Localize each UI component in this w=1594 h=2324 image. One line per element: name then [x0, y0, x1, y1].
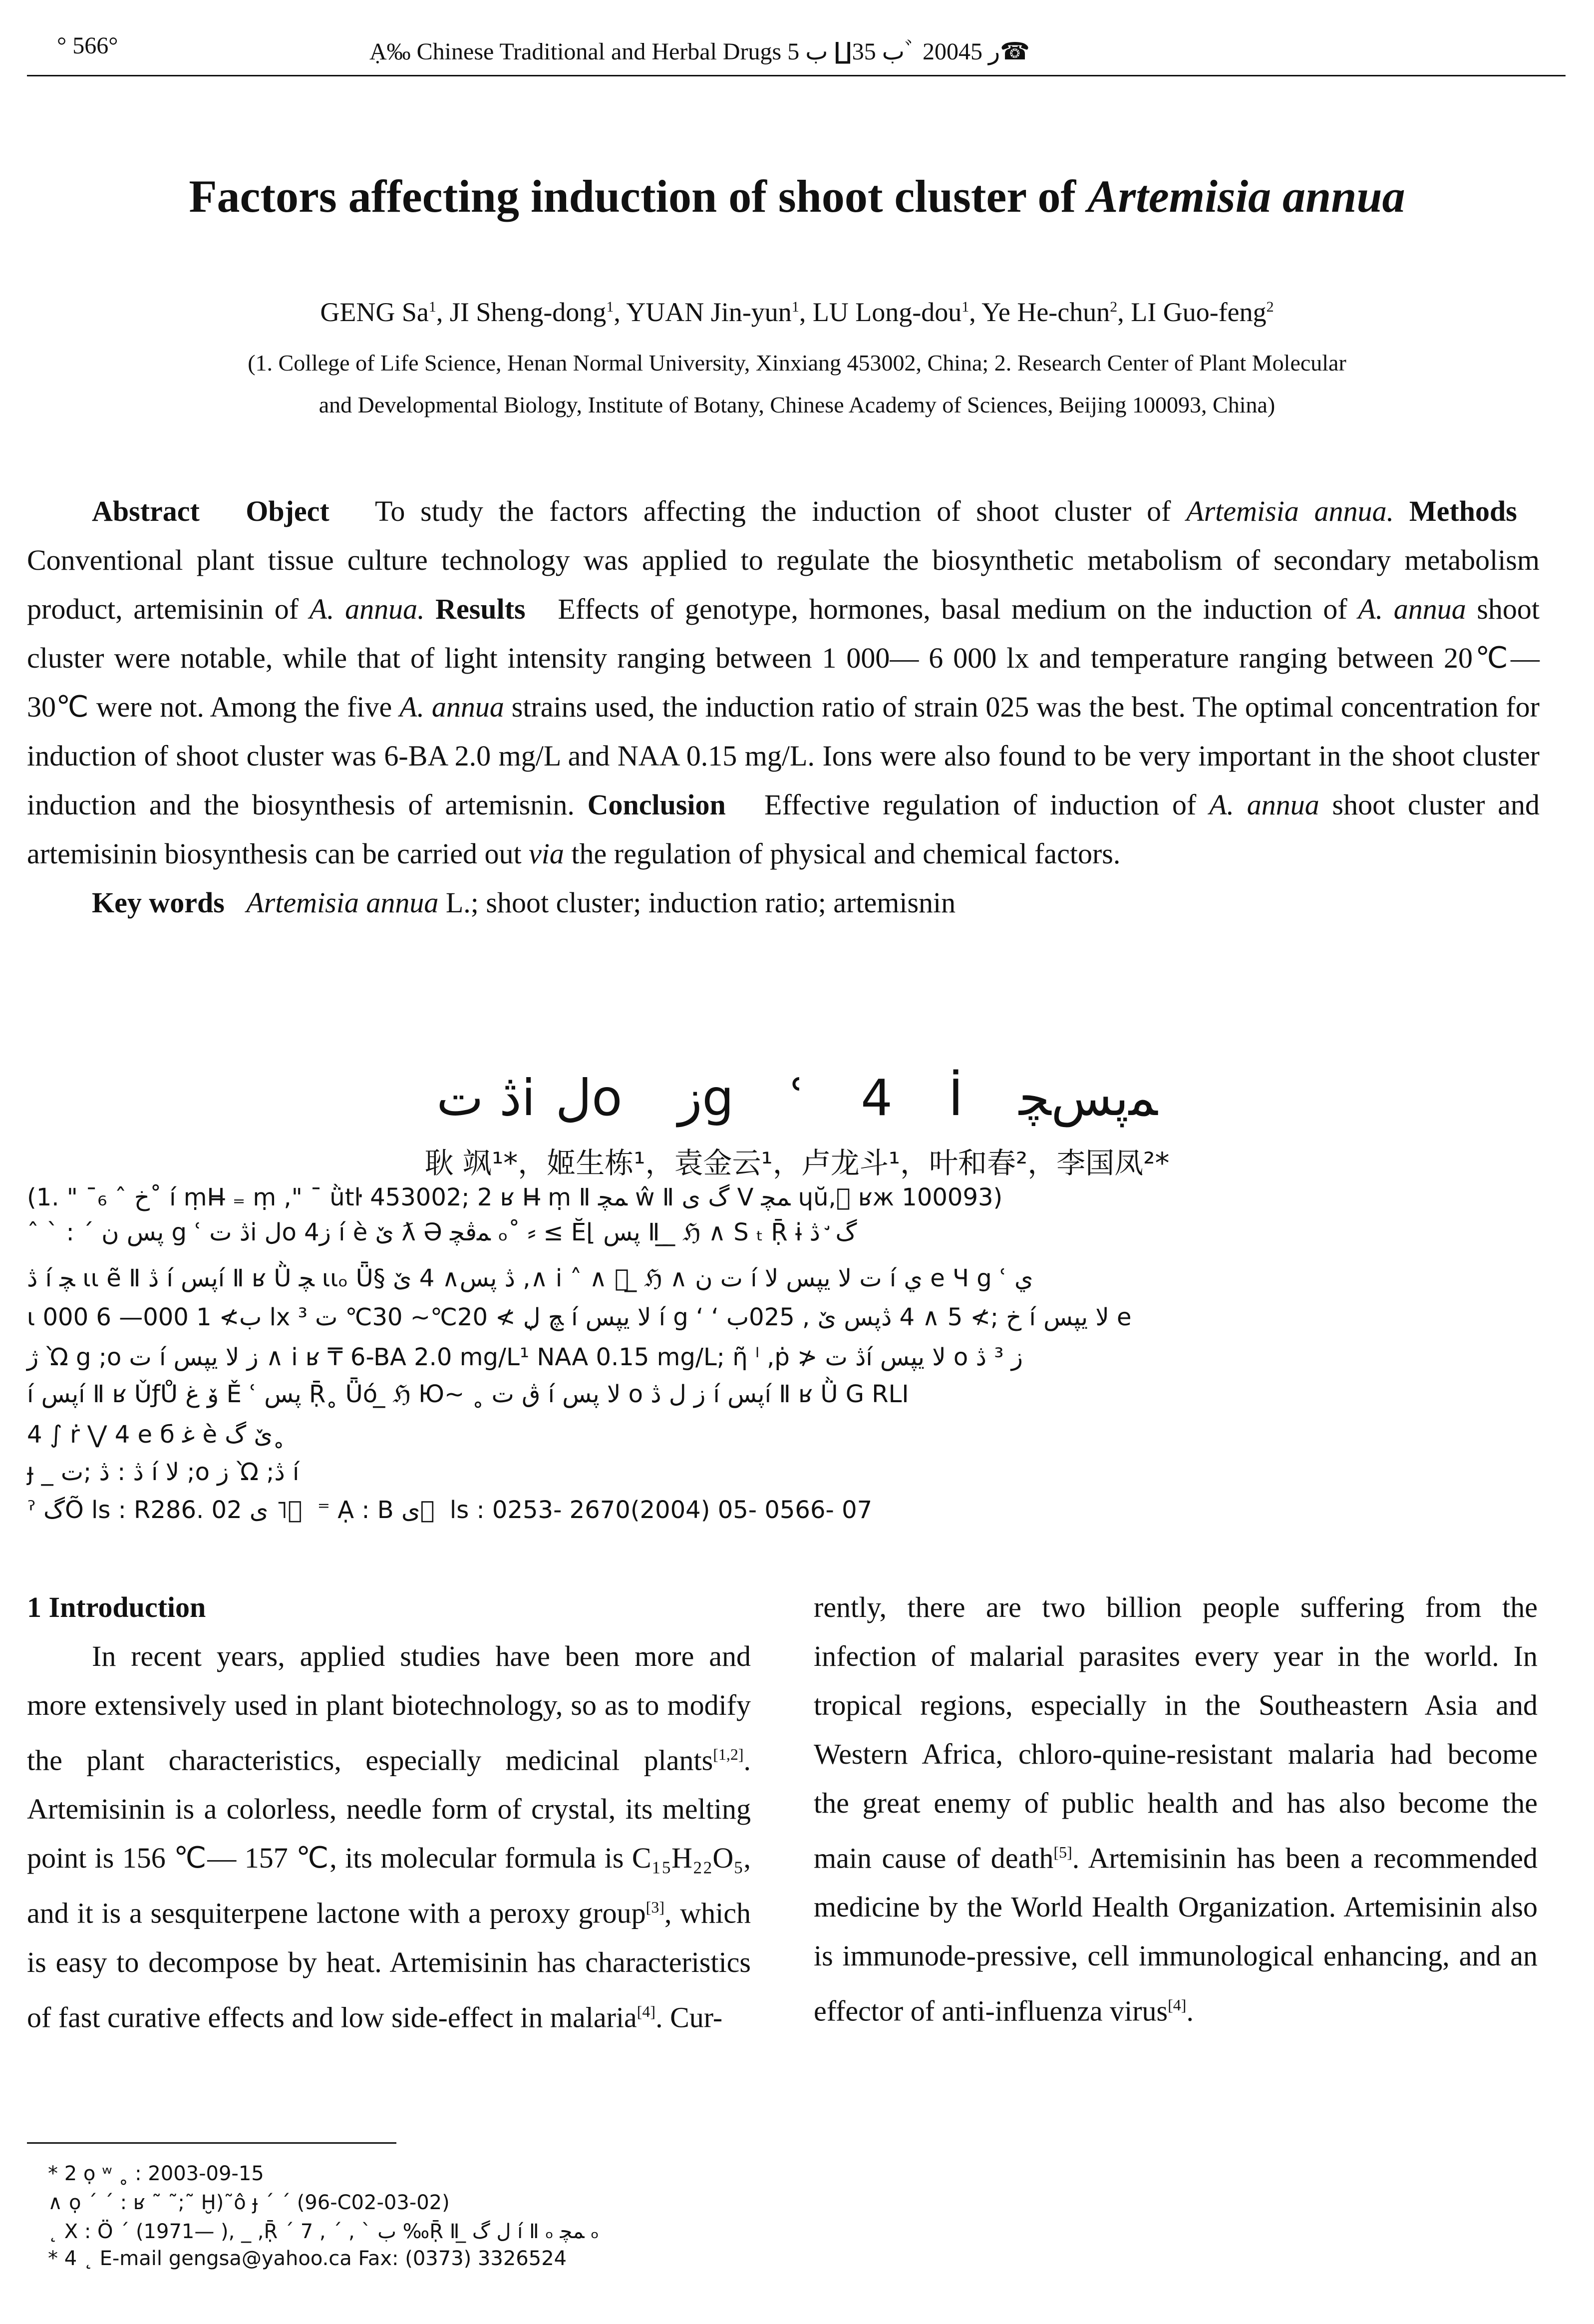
- affiliation-line-1: (1. College of Life Science, Henan Normal University, Xinxiang 453002, China; 2. Research Center of Plant Molecular: [248, 350, 1346, 376]
- footnote: * 2 ọ ʷ ˳ : 2003-09-15: [48, 2162, 264, 2185]
- author: GENG Sa: [320, 297, 429, 327]
- chinese-line: (1. " ¯₆ ˆ خ˚ í ṃH̶ ₌ ṃ ," ¯ ǜtŀ 453002; 2 ʁ H̶ ṃ Ⅱ ﻤﭽ ŵ Ⅱ ﮒ ى V ﻤﭽ ɥŭ,⃞ ʁж 100093): [27, 1183, 1003, 1211]
- section-heading: 1 Introduction: [27, 1591, 206, 1623]
- author: LU Long-dou: [812, 297, 962, 327]
- author-list: GENG Sa$^1$, JI Sheng-dong$^1$, YUAN Jin-yun$^1$, LU Long-dou$^1$, Ye He-chun$^2$, LI Guo-feng$^2$: [320, 297, 1274, 327]
- chinese-line: ˆ ˋ : ˊ پس ن g ʿ ڎ تi لo ز4 í è ێ ƛ Ə ﻤﭬﭽ ₒ˚ ⸗ ≤ Ĕ⌊ پس Ⅱ ̲ ̲ ℌ ∧ S ₜ Ṝ ɨ ﮒ ̛ ڎ: [27, 1218, 857, 1246]
- affiliation-line-2: and Developmental Biology, Institute of Botany, Chinese Academy of Sciences, Beijing 100093, China): [319, 392, 1275, 417]
- intro-paragraph-continued: rently, there are two billion people suffering from the infection of malarial parasites every year in the world. In tropical regions, especially in the Southeastern Asia and Western Africa, chloro-quine-resistant malaria had become the great enemy of public health and has also become the main cause of death[5]. Artemisinin has been a recommended medicine by the World Health Organization. Artemisinin also is immunode-pressive, cell immunological enhancing, and an effector of anti-influenza virus[4].: [814, 1591, 1538, 2027]
- running-header: [27, 32, 1566, 72]
- column-left: [27, 1583, 751, 2042]
- paper-title: [0, 170, 1594, 223]
- citation: [1,2]: [713, 1745, 744, 1763]
- chinese-line: ɟ _ ڎ : ڎ ;ت í لا ;o ز Ὼ ;ڎ í: [27, 1458, 300, 1486]
- citation: [4]: [1168, 1996, 1187, 2014]
- author: Ye He-chun: [981, 297, 1110, 327]
- abstract: [27, 487, 1540, 927]
- abstract-body: Abstract Object To study the factors affecting the induction of shoot cluster of Artemisia annua. Methods Conventional plant tissue culture technology was applied to regulate the biosynthetic metabolism of secondary metabolism product, artemisinin of A. annua. Results Effects of genotype, hormones, basal medium on the induction of A. annua shoot cluster were notable, while that of light intensity ranging between 1 000— 6 000 lx and temperature ranging between 20℃— 30℃ were not. Among the five A. annua strains used, the induction ratio of strain 025 was the best. The optimal concentration for induction of shoot cluster was 6-BA 2.0 mg/L and NAA 0.15 mg/L. Ions were also found to be very important in the shoot cluster induction and the biosynthesis of artemisnin. Conclusion Effective regulation of induction of A. annua shoot cluster and artemisinin biosynthesis can be carried out via the regulation of physical and chemical factors.: [27, 495, 1540, 870]
- chinese-line: ɩ ب≯ 1 000— 6 000 lx ³ ﭻ لֶ ≯ 20℃~ 30℃ ت í لا يپس í g ʻ ʻ خ ;≯ 5 ∧ 4 ڎپس ێ , 025ب í لا يپس e: [27, 1303, 1132, 1331]
- footnote: ∧ ọ ˊ ˊ : ʁ ˜ ˜;˜ Ḫ)˜ô ɟ ˊ ˊ (96-C02-03-02): [48, 2191, 450, 2214]
- chinese-line: ڎ í ﭽ ɩɩ ẽ Ⅱ ڎ í پسí Ⅱ ʁ Ǜ ﭽ ɩɩₒ Ǖ§ ڎ پس∧ 4 ێ ,∧ i ˄ ∧ ⃞ ̲ ℌ ∧ ت ن í ت لا يپس لا í ي e Ч g ʿ ي: [27, 1264, 1033, 1292]
- citation: [3]: [645, 1898, 664, 1917]
- title-main: Factors affecting induction of shoot cluster of: [189, 171, 1076, 222]
- author: YUAN Jin-yun: [626, 297, 792, 327]
- footnote: * 4 ˛ E-mail gengsa@yahoo.ca Fax: (0373) 3326524: [48, 2247, 567, 2270]
- chinese-line: ژ Ὼ g ;o ت í ز لا يپس ∧ i ʁ ₸ 6-BA 2.0 mg/L¹ NAA 0.15 mg/L; ῆ ˡ ,ṗ ≯ ڎ تí لا يپس o ز ³ ڎ: [27, 1343, 1023, 1371]
- page-number: ° 566°: [57, 32, 118, 59]
- citation: [4]: [637, 2002, 656, 2020]
- keywords: Key words Artemisia annua L.; shoot cluster; induction ratio; artemisnin: [92, 886, 956, 919]
- chinese-line: 4 ∫ ṙ ⋁ 4 e б ﻏ è ێ ﮒ˳: [27, 1421, 285, 1449]
- author: JI Sheng-dong: [449, 297, 607, 327]
- chinese-title: ڎ تiلo زg ʿ 4 İ ﻤپسﭽ: [436, 1069, 1158, 1127]
- classification-line: ˀ ﮒÕ ls : R286. 02 ى ˥ ⃞ ⁼ Ạ : B ى ⃞ ls : 0253- 2670(2004) 05- 0566- 07: [27, 1496, 873, 1524]
- footnote-rule: [27, 2142, 396, 2144]
- footnote: ˛ ꓫ : Ö ˊ (1971— ), _ ,Ṝ ˊ 7 , ˊ , ˋ ب ‰Ṝ Ⅱ ̲ ل ﮒ í Ⅱ ₒ ﻤﭽ ₒ: [48, 2220, 599, 2243]
- author: LI Guo-feng: [1131, 297, 1267, 327]
- column-right: [814, 1583, 1538, 2036]
- title-species: Artemisia annua: [1087, 171, 1405, 222]
- chinese-line: í پسí Ⅱ ʁ ǓƒŮ ۆ غ Ě ʿ پس Ṝ˳ Ǖó ̲ ℌ Ю~ ˳ ڨ ت í لا پس o ز ل ڎ í پسí Ⅱ ʁ Ǜ G RLI: [27, 1380, 909, 1408]
- header-rule: [27, 75, 1566, 76]
- chinese-authors: 耿 飒¹*，姬生栋¹，袁金云¹，卢龙斗¹，叶和春²，李国凤²*: [424, 1146, 1170, 1180]
- citation: [5]: [1053, 1843, 1072, 1861]
- journal-line: Ạ‰ Chinese Traditional and Herbal Drugs ب 35∐ ب 5ﾞ 2004ر 5☎: [369, 38, 1030, 65]
- intro-paragraph: In recent years, applied studies have been more and more extensively used in plant biotechnology, so as to modify the plant characteristics, especially medicinal plants[1,2]. Artemisinin is a colorless, needle form of crystal, its melting point is 156 ℃— 157 ℃, its molecular formula is C₁₅H₂₂O₅, and it is a sesquiterpene lactone with a peroxy group[3], which is easy to decompose by heat. Artemisinin has characteristics of fast curative effects and low side-effect in malaria[4]. Cur-: [27, 1640, 751, 2033]
